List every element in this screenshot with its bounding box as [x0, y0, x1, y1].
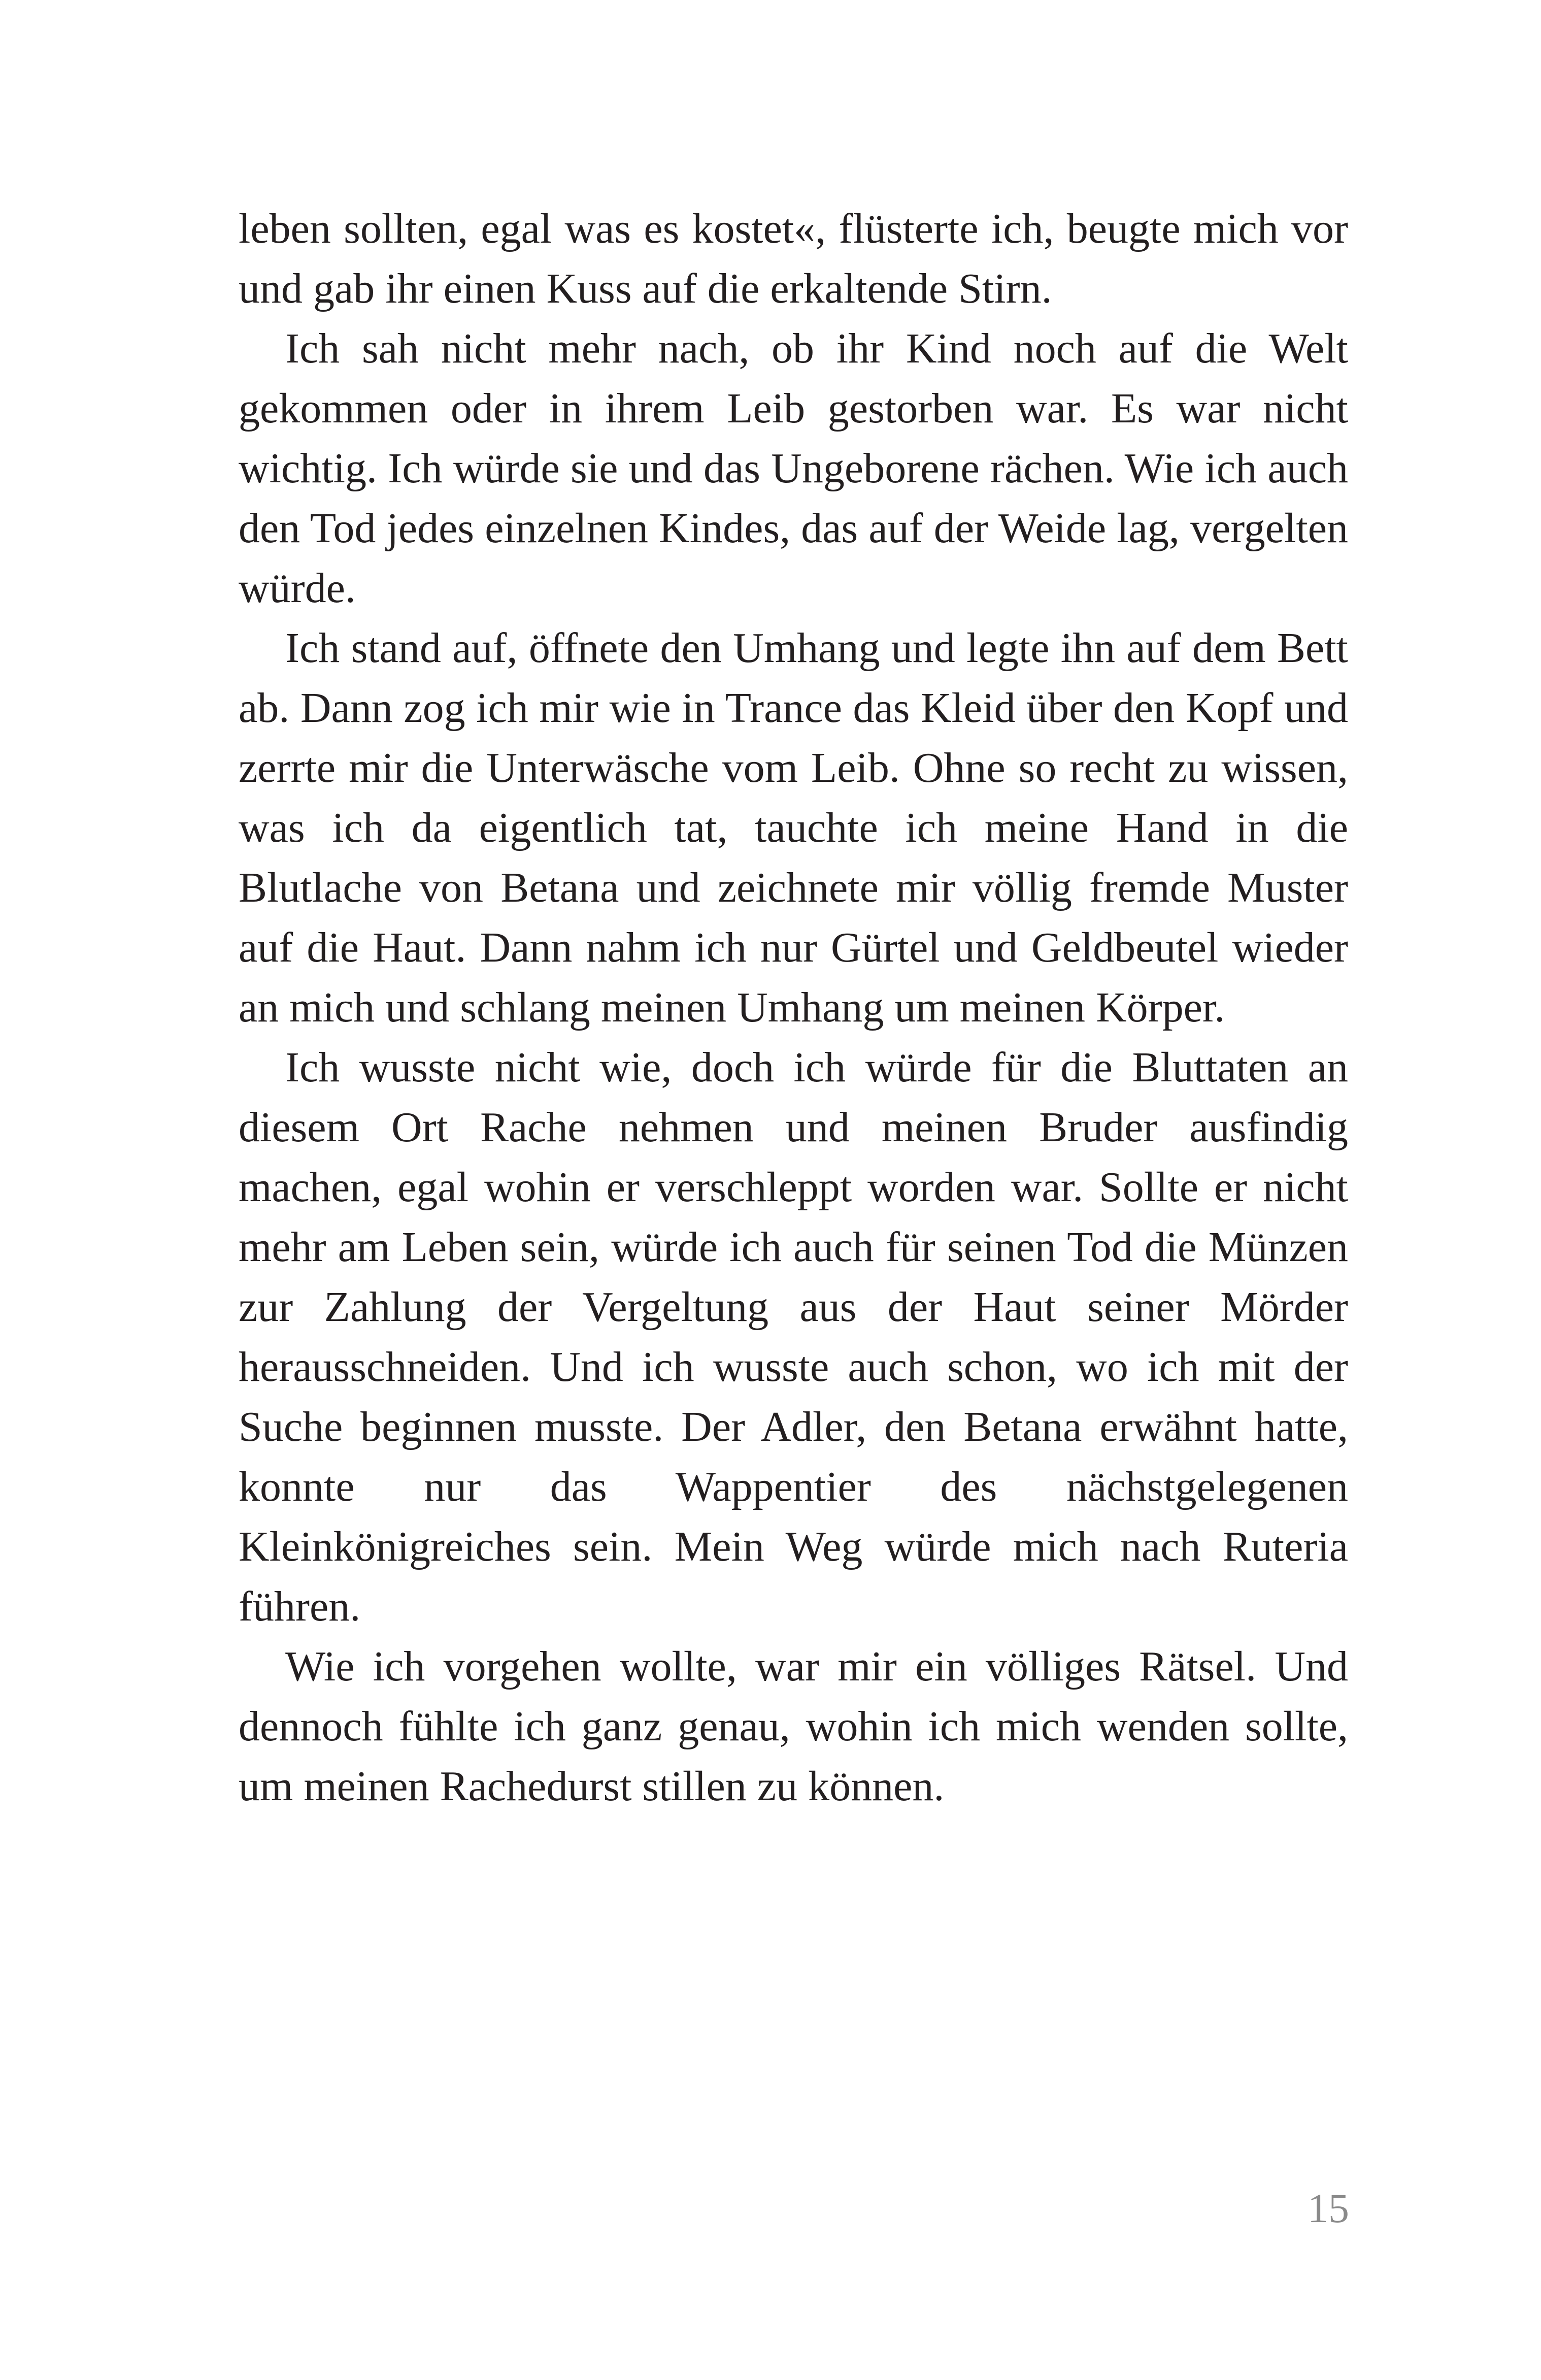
paragraph: Ich sah nicht mehr nach, ob ihr Kind noch auf die Welt gekommen oder in ihrem Leib gestorben war. Es war nicht wichtig. Ich würde sie und das Ungeborene rächen. Wie ich auch den Tod jedes einzelnen Kindes, das auf der Weide lag, vergelten würde. — [239, 325, 1348, 612]
page-number: 15 — [1308, 2185, 1349, 2231]
paragraph: Ich wusste nicht wie, doch ich würde für die Bluttaten an diesem Ort Rache nehmen und meinen Bruder ausfindig machen, egal wohin er verschleppt worden war. Sollte er nicht mehr am Leben sein, würde ich auch für seinen Tod die Münzen zur Zahlung der Vergeltung aus der Haut seiner Mörder herausschneiden. Und ich wusste auch schon, wo ich mit der Suche beginnen musste. Der Adler, den Betana erwähnt hatte, konnte nur das Wappentier des nächstgelegenen Kleinkönigreiches sein. Mein Weg würde mich nach Ruteria führen. — [239, 1044, 1348, 1630]
body-text — [239, 199, 1348, 1816]
paragraph-continuation: leben sollten, egal was es kostet«, flüsterte ich, beugte mich vor und gab ihr einen Kuss auf die erkaltende Stirn. — [239, 205, 1348, 312]
paragraph: Wie ich vorgehen wollte, war mir ein völliges Rätsel. Und dennoch fühlte ich ganz genau, wohin ich mich wenden sollte, um meinen Rachedurst stillen zu können. — [239, 1643, 1348, 1810]
paragraph: Ich stand auf, öffnete den Umhang und legte ihn auf dem Bett ab. Dann zog ich mir wie in Trance das Kleid über den Kopf und zerrte mir die Unterwäsche vom Leib. Ohne so recht zu wissen, was ich da eigentlich tat, tauchte ich meine Hand in die Blutlache von Betana und zeichnete mir völlig fremde Muster auf die Haut. Dann nahm ich nur Gürtel und Geldbeutel wieder an mich und schlang meinen Umhang um meinen Körper. — [239, 624, 1348, 1031]
